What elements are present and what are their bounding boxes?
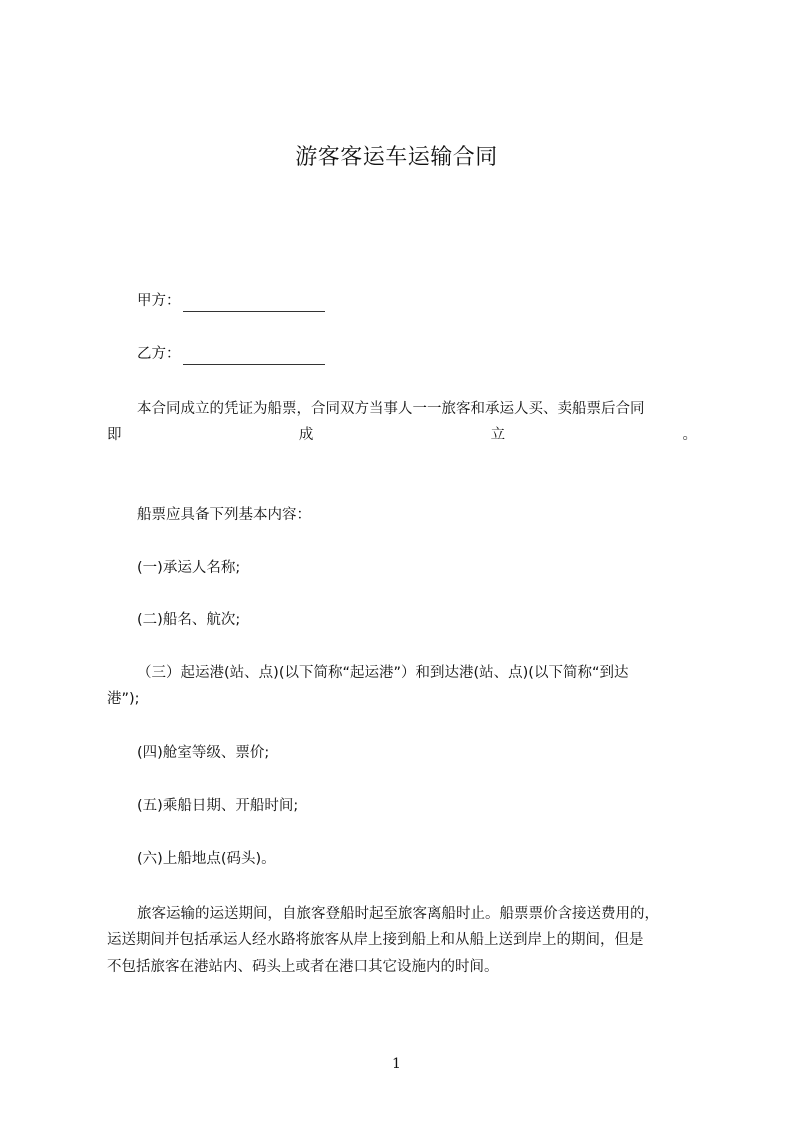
contract-formation-line-1: 本合同成立的凭证为船票，合同双方当事人一一旅客和承运人买、卖船票后合同 <box>137 401 645 417</box>
transport-period-line-3: 不包括旅客在港站内、码头上或者在港口其它设施内的时间。 <box>107 959 499 975</box>
document-title: 游客客运车运输合同 <box>295 145 498 170</box>
ticket-intro: 船票应具备下列基本内容： <box>137 507 311 523</box>
transport-period-line-2: 运送期间并包括承运人经水路将旅客从岸上接到船上和从船上送到岸上的期间，但是 <box>107 932 644 948</box>
list-item: (五)乘船日期、开船时间; <box>137 798 299 814</box>
spread-char: 立 <box>490 427 506 443</box>
party-a-label: 甲方： <box>137 293 181 309</box>
party-b-line <box>137 343 325 365</box>
contract-formation-line-2 <box>107 424 697 446</box>
transport-period-line-1: 旅客运输的运送期间，自旅客登船时起至旅客离船时止。船票票价含接送费用的， <box>137 906 659 922</box>
list-item-continuation: 港”); <box>107 691 140 707</box>
party-b-label: 乙方： <box>137 346 181 362</box>
spread-char: 。 <box>682 427 697 443</box>
party-a-blank <box>183 296 325 312</box>
list-item: (一)承运人名称; <box>137 560 241 576</box>
party-b-blank <box>183 349 325 365</box>
list-item: (四)舱室等级、票价; <box>137 745 270 761</box>
spread-char: 成 <box>298 427 314 443</box>
spread-char: 即 <box>107 427 122 443</box>
list-item: （三）起运港(站、点)(以下简称“起运港”）和到达港(站、点)(以下简称“到达 <box>137 665 629 681</box>
list-item: (六)上船地点(码头)。 <box>137 851 276 867</box>
list-item: (二)船名、航次; <box>137 612 241 628</box>
page-number: 1 <box>392 1056 401 1072</box>
party-a-line <box>137 290 325 312</box>
